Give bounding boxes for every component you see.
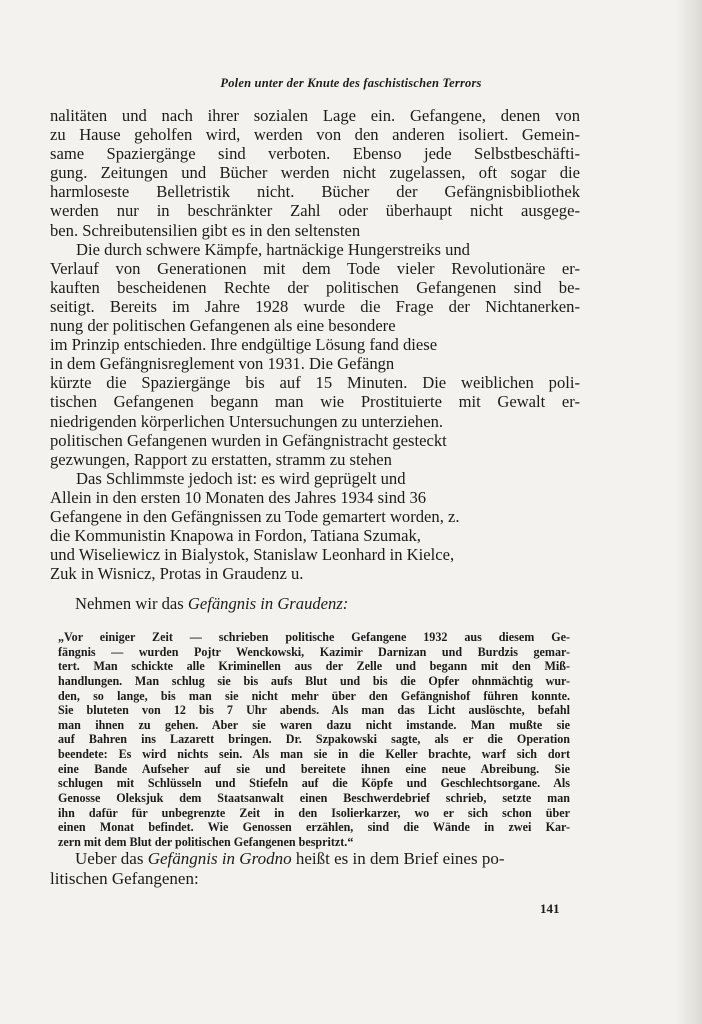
body-line: tischen Gefangenen begann man wie Prostituierte mit Gewalt er- [50,392,580,412]
closing-paragraph [50,849,580,889]
quote-line: zern mit dem Blut der politischen Gefangenen bespritzt.“ [58,834,354,849]
quote-line: Sie bluteten von 12 bis 7 Uhr abends. Als man das Licht auslöschte, befahl [58,703,570,718]
body-line: werden nur in beschränkter Zahl oder überhaupt nicht ausgege- [50,201,580,221]
section-heading [75,594,348,614]
quote-line: handlungen. Man schlug sie bis aufs Blut und bis die Opfer ohnmächtig wur- [58,673,570,688]
page-number: 141 [540,901,560,916]
body-line: zu Hause geholfen wird, werden von den anderen isoliert. Gemein- [50,125,580,145]
body-line: Verlauf von Generationen mit dem Tode vieler Revolutionäre er- [50,258,580,278]
body-line: kürzte die Spaziergänge bis auf 15 Minuten. Die weiblichen poli- [50,373,580,393]
body-line: nalitäten und nach ihrer sozialen Lage ein. Gefangene, denen von [50,106,580,125]
closing-line [50,849,580,869]
body-line: Die durch schwere Kämpfe, hartnäckige Hungerstreiks und [76,239,470,259]
quote-line: auf Bahren ins Lazarett bringen. Dr. Szpakowski sagte, als er die Operation [58,732,570,747]
quote-line: man ihnen zu gehen. Aber sie waren dazu nicht imstande. Man mußte sie [58,717,570,732]
body-line: im Prinzip entschieden. Ihre endgültige Lösung fand diese [50,335,438,355]
quote-line: Genosse Oleksjuk dem Staatsanwalt einen Beschwerdebrief schrieb, setzte man [58,791,570,806]
quote-line: eine Bande Aufseher auf sie und bereitete ihnen eine neue Abreibung. Sie [58,761,570,776]
section-heading-intro: Nehmen wir das [75,594,188,613]
body-line: kauften bescheidenen Rechte der politischen Gefangenen sind be- [50,277,580,297]
quote-line: den, so lange, bis man sie nicht mehr über den Gefängnishof führen konnte. [58,688,570,703]
quote-line: fängnis — wurden Pojtr Wenckowski, Kazimir Darnizan und Burdzis gemar- [58,644,570,659]
body-line: niedrigenden körperlichen Untersuchungen zu unterziehen. [50,411,444,431]
body-line: gezwungen, Rapport zu erstatten, stramm zu stehen [50,449,392,469]
body-line: gung. Zeitungen und Bücher werden nicht zugelassen, oft sogar die [50,163,580,183]
quote-line: einen Monat befindet. Wie Genossen erzählen, sind die Wände in zwei Kar- [58,820,570,835]
body-line: Gefangene in den Gefängnissen zu Tode gemartert worden, z. [50,506,460,526]
closing-text-start: Ueber das [75,849,148,868]
body-line: Das Schlimmste jedoch ist: es wird geprügelt und [76,468,406,488]
body-line: seitigt. Bereits im Jahre 1928 wurde die Frage der Nichtanerken- [50,296,580,316]
body-line: und Wiseliewicz in Bialystok, Stanislaw Leonhard in Kielce, [50,545,455,565]
quote-line: schlugen mit Schlüsseln und Stiefeln auf die Köpfe und Geschlechtsorgane. Als [58,776,570,791]
body-text [50,106,580,583]
body-line: die Kommunistin Knapowa in Fordon, Tatiana Szumak, [50,526,421,546]
body-line: harmloseste Belletristik nicht. Bücher der Gefängnisbibliothek [50,182,580,202]
section-heading-emphasis: Gefängnis in Graudenz: [187,594,349,613]
running-head: Polen unter der Knute des faschistischen Terrors [220,76,482,90]
quote-line: „Vor einiger Zeit — schrieben politische Gefangene 1932 aus diesem Ge- [58,630,570,644]
closing-text-end: heißt es in dem Brief eines po- [291,849,505,868]
closing-line: litischen Gefangenen: [50,869,199,888]
body-line: in dem Gefängnisreglement von 1931. Die Gefängn [50,354,395,374]
quote-block [58,630,570,850]
body-line: ben. Schreibutensilien gibt es in den seltensten [50,220,361,240]
body-line: same Spaziergänge sind verboten. Ebenso jede Selbstbeschäfti- [50,144,580,164]
body-line: Zuk in Wisnicz, Protas in Graudenz u. [50,564,304,584]
quote-line: tert. Man schickte alle Kriminellen aus der Zelle und begann mit den Miß- [58,659,570,674]
body-line: politischen Gefangenen wurden in Gefängnistracht gesteckt [50,430,447,450]
body-line: Allein in den ersten 10 Monaten des Jahres 1934 sind 36 [50,487,427,507]
body-line: nung der politischen Gefangenen als eine besondere [50,316,396,336]
page-edge-shading [676,0,702,1024]
closing-emphasis: Gefängnis in Grodno [147,849,292,868]
quote-line: beendete: Es wird nichts sein. Als man sie in die Keller brachte, warf sich dort [58,747,570,762]
quote-line: ihn dafür für unbegrenzte Zeit in den Isolierkarzer, wo er sich schon über [58,805,570,820]
